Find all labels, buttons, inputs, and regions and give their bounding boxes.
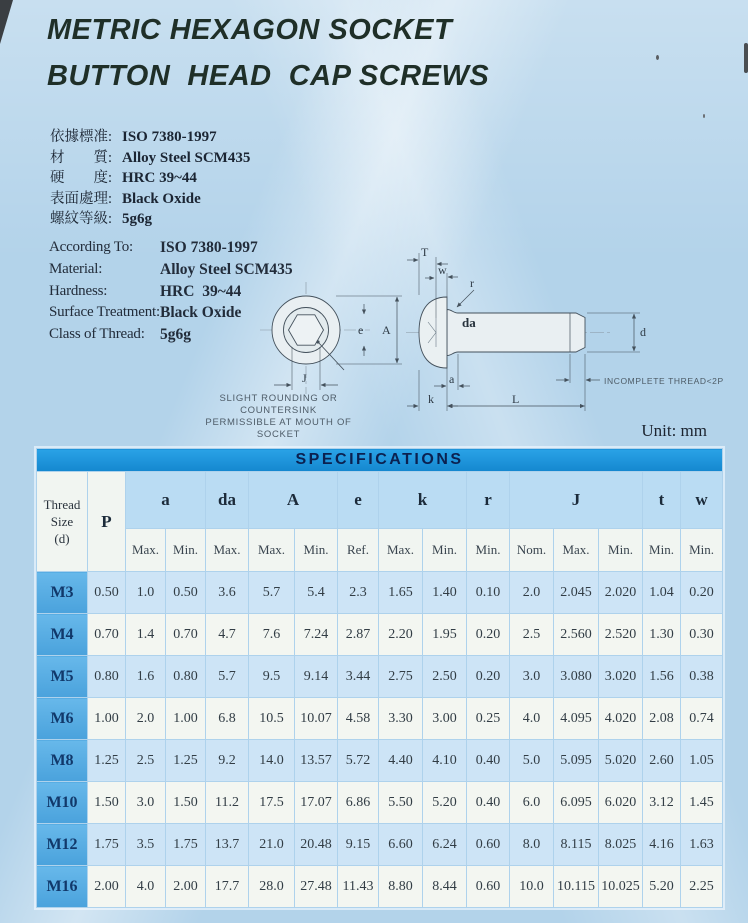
spec-value: HRC 39~44 <box>160 282 242 300</box>
thread-size-cell: M16 <box>37 866 88 908</box>
spec-value-cell: 5.4 <box>295 572 338 614</box>
spec-label: 材 質: <box>50 149 113 166</box>
spec-row-chinese <box>50 127 250 148</box>
column-header-a: a <box>126 472 206 529</box>
spec-value-cell: 5.72 <box>338 740 379 782</box>
spec-value-cell: 1.6 <box>126 656 166 698</box>
spec-value-cell: 2.0 <box>126 698 166 740</box>
spec-value-cell: 1.50 <box>166 782 206 824</box>
spec-value-cell: 1.25 <box>88 740 126 782</box>
column-header-r: r <box>467 472 510 529</box>
subheader-J-min: Min. <box>599 529 643 572</box>
spec-value-cell: 0.10 <box>467 572 510 614</box>
spec-value-cell: 1.40 <box>423 572 467 614</box>
specifications-table <box>36 448 723 908</box>
spec-value-cell: 2.87 <box>338 614 379 656</box>
spec-value-cell: 3.0 <box>510 656 554 698</box>
subheader-k-max: Max. <box>379 529 423 572</box>
dim-label-J: J <box>302 371 307 385</box>
screw-head <box>419 297 447 368</box>
spec-list-chinese <box>50 127 250 230</box>
subheader-r-min: Min. <box>467 529 510 572</box>
spec-value-cell: 6.8 <box>206 698 249 740</box>
scan-speck <box>656 55 659 60</box>
spec-value-cell: 20.48 <box>295 824 338 866</box>
thread-size-cell: M12 <box>37 824 88 866</box>
spec-value-cell: 2.75 <box>379 656 423 698</box>
spec-value-cell: 2.520 <box>599 614 643 656</box>
subheader-da-max: Max. <box>206 529 249 572</box>
column-header-k: k <box>379 472 467 529</box>
spec-value-cell: 9.15 <box>338 824 379 866</box>
spec-value-cell: 6.86 <box>338 782 379 824</box>
spec-value: Alloy Steel SCM435 <box>160 260 293 278</box>
side-view-drawing <box>400 243 748 423</box>
spec-value-cell: 10.5 <box>249 698 295 740</box>
spec-value: 5g6g <box>122 211 152 227</box>
scan-artifact-corner <box>0 0 13 44</box>
scan-artifact-edge <box>744 43 748 73</box>
socket-note-line2: PERMISSIBLE AT MOUTH OF SOCKET <box>205 417 352 440</box>
spec-value-cell: 2.00 <box>88 866 126 908</box>
spec-value-cell: 10.07 <box>295 698 338 740</box>
table-row <box>37 782 723 824</box>
spec-value-cell: 2.0 <box>510 572 554 614</box>
spec-value-cell: 0.20 <box>467 656 510 698</box>
subheader-a-min: Min. <box>166 529 206 572</box>
spec-row-chinese <box>50 209 250 230</box>
column-header-A: A <box>249 472 338 529</box>
spec-value-cell: 0.30 <box>681 614 723 656</box>
spec-value-cell: 1.00 <box>166 698 206 740</box>
spec-value-cell: 0.25 <box>467 698 510 740</box>
thread-size-cell: M10 <box>37 782 88 824</box>
spec-value-cell: 10.0 <box>510 866 554 908</box>
spec-value-cell: 0.70 <box>88 614 126 656</box>
spec-row-chinese <box>50 189 250 210</box>
spec-value-cell: 3.6 <box>206 572 249 614</box>
dim-label-e: e <box>358 323 364 337</box>
spec-value-cell: 1.45 <box>681 782 723 824</box>
spec-value-cell: 10.025 <box>599 866 643 908</box>
spec-value-cell: 0.40 <box>467 782 510 824</box>
spec-label: Hardness: <box>49 282 108 299</box>
dim-label-d: d <box>640 325 646 339</box>
dim-label-da: da <box>462 315 476 330</box>
spec-value-cell: 3.44 <box>338 656 379 698</box>
spec-value-cell: 4.020 <box>599 698 643 740</box>
spec-value: ISO 7380-1997 <box>160 239 258 256</box>
spec-value-cell: 1.65 <box>379 572 423 614</box>
spec-value-cell: 1.25 <box>166 740 206 782</box>
spec-value-cell: 3.5 <box>126 824 166 866</box>
spec-value-cell: 7.6 <box>249 614 295 656</box>
spec-value-cell: 2.5 <box>510 614 554 656</box>
spec-value-cell: 8.0 <box>510 824 554 866</box>
spec-value-cell: 4.0 <box>510 698 554 740</box>
spec-value-cell: 13.7 <box>206 824 249 866</box>
spec-value-cell: 1.75 <box>88 824 126 866</box>
spec-value-cell: 5.20 <box>423 782 467 824</box>
spec-value-cell: 1.30 <box>643 614 681 656</box>
column-header-e: e <box>338 472 379 529</box>
spec-value: 5g6g <box>160 326 191 344</box>
spec-value-cell: 0.38 <box>681 656 723 698</box>
spec-value-cell: 5.50 <box>379 782 423 824</box>
spec-value-cell: 21.0 <box>249 824 295 866</box>
dim-label-A: A <box>382 323 391 337</box>
spec-value-cell: 3.30 <box>379 698 423 740</box>
spec-value-cell: 11.43 <box>338 866 379 908</box>
spec-value-cell: 2.020 <box>599 572 643 614</box>
spec-value: Black Oxide <box>160 304 242 322</box>
spec-value-cell: 8.115 <box>554 824 599 866</box>
spec-value-cell: 0.40 <box>467 740 510 782</box>
spec-label: 依據標准: <box>50 129 113 145</box>
spec-value-cell: 4.10 <box>423 740 467 782</box>
spec-value: Black Oxide <box>122 190 201 207</box>
spec-value-cell: 2.3 <box>338 572 379 614</box>
socket-note-line1: SLIGHT ROUNDING OR COUNTERSINK <box>219 393 338 416</box>
spec-value-cell: 2.25 <box>681 866 723 908</box>
unit-label: Unit: mm <box>641 421 707 440</box>
spec-label: Surface Treatment: <box>49 304 160 321</box>
spec-label: Class of Thread: <box>49 326 145 343</box>
spec-value-cell: 0.70 <box>166 614 206 656</box>
table-row <box>37 866 723 908</box>
spec-value-cell: 1.05 <box>681 740 723 782</box>
table-row <box>37 614 723 656</box>
spec-value-cell: 1.0 <box>126 572 166 614</box>
subheader-a-max: Max. <box>126 529 166 572</box>
spec-value-cell: 0.60 <box>467 866 510 908</box>
spec-value-cell: 10.115 <box>554 866 599 908</box>
spec-value-cell: 5.7 <box>206 656 249 698</box>
page-title-line2: BUTTON HEAD CAP SCREWS <box>47 60 490 92</box>
spec-value-cell: 17.5 <box>249 782 295 824</box>
spec-label: Material: <box>49 260 103 277</box>
subheader-A-min: Min. <box>295 529 338 572</box>
thread-size-cell: M6 <box>37 698 88 740</box>
thread-size-cell: M3 <box>37 572 88 614</box>
spec-value-cell: 4.40 <box>379 740 423 782</box>
spec-value-cell: 28.0 <box>249 866 295 908</box>
dim-label-w: w <box>438 263 447 277</box>
spec-value-cell: 0.50 <box>166 572 206 614</box>
dim-label-r: r <box>470 276 474 290</box>
spec-value-cell: 5.020 <box>599 740 643 782</box>
spec-value-cell: 0.20 <box>467 614 510 656</box>
spec-value-cell: 4.7 <box>206 614 249 656</box>
spec-value-cell: 11.2 <box>206 782 249 824</box>
spec-value-cell: 0.80 <box>88 656 126 698</box>
spec-row-chinese <box>50 168 250 189</box>
spec-value-cell: 2.60 <box>643 740 681 782</box>
dim-label-T: T <box>421 245 429 259</box>
spec-value-cell: 0.80 <box>166 656 206 698</box>
spec-value-cell: 3.080 <box>554 656 599 698</box>
thread-size-header-line1: Thread <box>43 497 81 512</box>
front-view-geometry <box>260 282 402 394</box>
spec-value-cell: 4.16 <box>643 824 681 866</box>
spec-value-cell: 17.07 <box>295 782 338 824</box>
spec-label: 螺紋等級: <box>50 211 113 227</box>
spec-value-cell: 0.74 <box>681 698 723 740</box>
spec-value-cell: 1.56 <box>643 656 681 698</box>
spec-value-cell: 7.24 <box>295 614 338 656</box>
dim-label-L: L <box>512 392 520 406</box>
spec-value-cell: 8.80 <box>379 866 423 908</box>
table-row <box>37 824 723 866</box>
spec-value-cell: 9.2 <box>206 740 249 782</box>
spec-row-chinese <box>50 148 250 169</box>
spec-value-cell: 3.0 <box>126 782 166 824</box>
subheader-w-min: Min. <box>681 529 723 572</box>
subheader-e-ref: Ref. <box>338 529 379 572</box>
spec-value-cell: 0.60 <box>467 824 510 866</box>
thread-size-header-line3: (d) <box>54 531 70 546</box>
spec-label: 表面處理: <box>50 190 113 207</box>
spec-value-cell: 2.045 <box>554 572 599 614</box>
spec-value-cell: 1.63 <box>681 824 723 866</box>
thread-size-cell: M8 <box>37 740 88 782</box>
table-row <box>37 698 723 740</box>
spec-value-cell: 4.095 <box>554 698 599 740</box>
spec-value-cell: 9.5 <box>249 656 295 698</box>
spec-value-cell: 5.20 <box>643 866 681 908</box>
spec-value: Alloy Steel SCM435 <box>122 149 251 166</box>
spec-value-cell: 2.08 <box>643 698 681 740</box>
spec-value-cell: 1.50 <box>88 782 126 824</box>
table-row <box>37 572 723 614</box>
column-header-w: w <box>681 472 723 529</box>
thread-size-cell: M5 <box>37 656 88 698</box>
subheader-A-max: Max. <box>249 529 295 572</box>
subheader-J-nom: Nom. <box>510 529 554 572</box>
spec-value-cell: 2.560 <box>554 614 599 656</box>
page-title-line1: METRIC HEXAGON SOCKET <box>47 14 453 46</box>
spec-value-cell: 2.20 <box>379 614 423 656</box>
spec-value-cell: 4.58 <box>338 698 379 740</box>
spec-value-cell: 5.095 <box>554 740 599 782</box>
thread-size-header-line2: Size <box>50 514 74 529</box>
spec-value-cell: 17.7 <box>206 866 249 908</box>
spec-value: ISO 7380-1997 <box>122 129 217 145</box>
incomplete-thread-note: INCOMPLETE THREAD<2P <box>604 376 724 386</box>
spec-value-cell: 1.00 <box>88 698 126 740</box>
spec-value-cell: 3.12 <box>643 782 681 824</box>
subheader-t-min: Min. <box>643 529 681 572</box>
spec-value-cell: 6.095 <box>554 782 599 824</box>
spec-value-cell: 3.00 <box>423 698 467 740</box>
spec-value-cell: 9.14 <box>295 656 338 698</box>
scan-speck <box>703 114 705 118</box>
spec-value-cell: 1.4 <box>126 614 166 656</box>
spec-value-cell: 5.0 <box>510 740 554 782</box>
spec-label: According To: <box>49 239 133 255</box>
spec-value: HRC 39~44 <box>122 170 197 186</box>
dim-label-a: a <box>449 372 455 386</box>
spec-value-cell: 13.57 <box>295 740 338 782</box>
subheader-k-min: Min. <box>423 529 467 572</box>
spec-label: 硬 度: <box>50 170 113 186</box>
spec-value-cell: 5.7 <box>249 572 295 614</box>
spec-value-cell: 2.50 <box>423 656 467 698</box>
spec-value-cell: 1.95 <box>423 614 467 656</box>
table-row <box>37 656 723 698</box>
column-header-t: t <box>643 472 681 529</box>
table-title: SPECIFICATIONS <box>37 449 723 472</box>
spec-value-cell: 14.0 <box>249 740 295 782</box>
column-header-P: P <box>88 472 126 572</box>
dim-label-k: k <box>428 392 434 406</box>
spec-value-cell: 6.24 <box>423 824 467 866</box>
spec-value-cell: 6.0 <box>510 782 554 824</box>
spec-value-cell: 1.75 <box>166 824 206 866</box>
spec-value-cell: 2.00 <box>166 866 206 908</box>
thread-size-header <box>37 472 88 572</box>
table-row <box>37 740 723 782</box>
subheader-J-max: Max. <box>554 529 599 572</box>
spec-value-cell: 4.0 <box>126 866 166 908</box>
spec-value-cell: 3.020 <box>599 656 643 698</box>
spec-value-cell: 8.025 <box>599 824 643 866</box>
spec-value-cell: 0.20 <box>681 572 723 614</box>
spec-value-cell: 6.020 <box>599 782 643 824</box>
spec-value-cell: 27.48 <box>295 866 338 908</box>
column-header-J: J <box>510 472 643 529</box>
spec-value-cell: 0.50 <box>88 572 126 614</box>
spec-value-cell: 2.5 <box>126 740 166 782</box>
column-header-da: da <box>206 472 249 529</box>
page-title <box>47 14 489 93</box>
thread-size-cell: M4 <box>37 614 88 656</box>
spec-value-cell: 1.04 <box>643 572 681 614</box>
spec-value-cell: 6.60 <box>379 824 423 866</box>
spec-value-cell: 8.44 <box>423 866 467 908</box>
